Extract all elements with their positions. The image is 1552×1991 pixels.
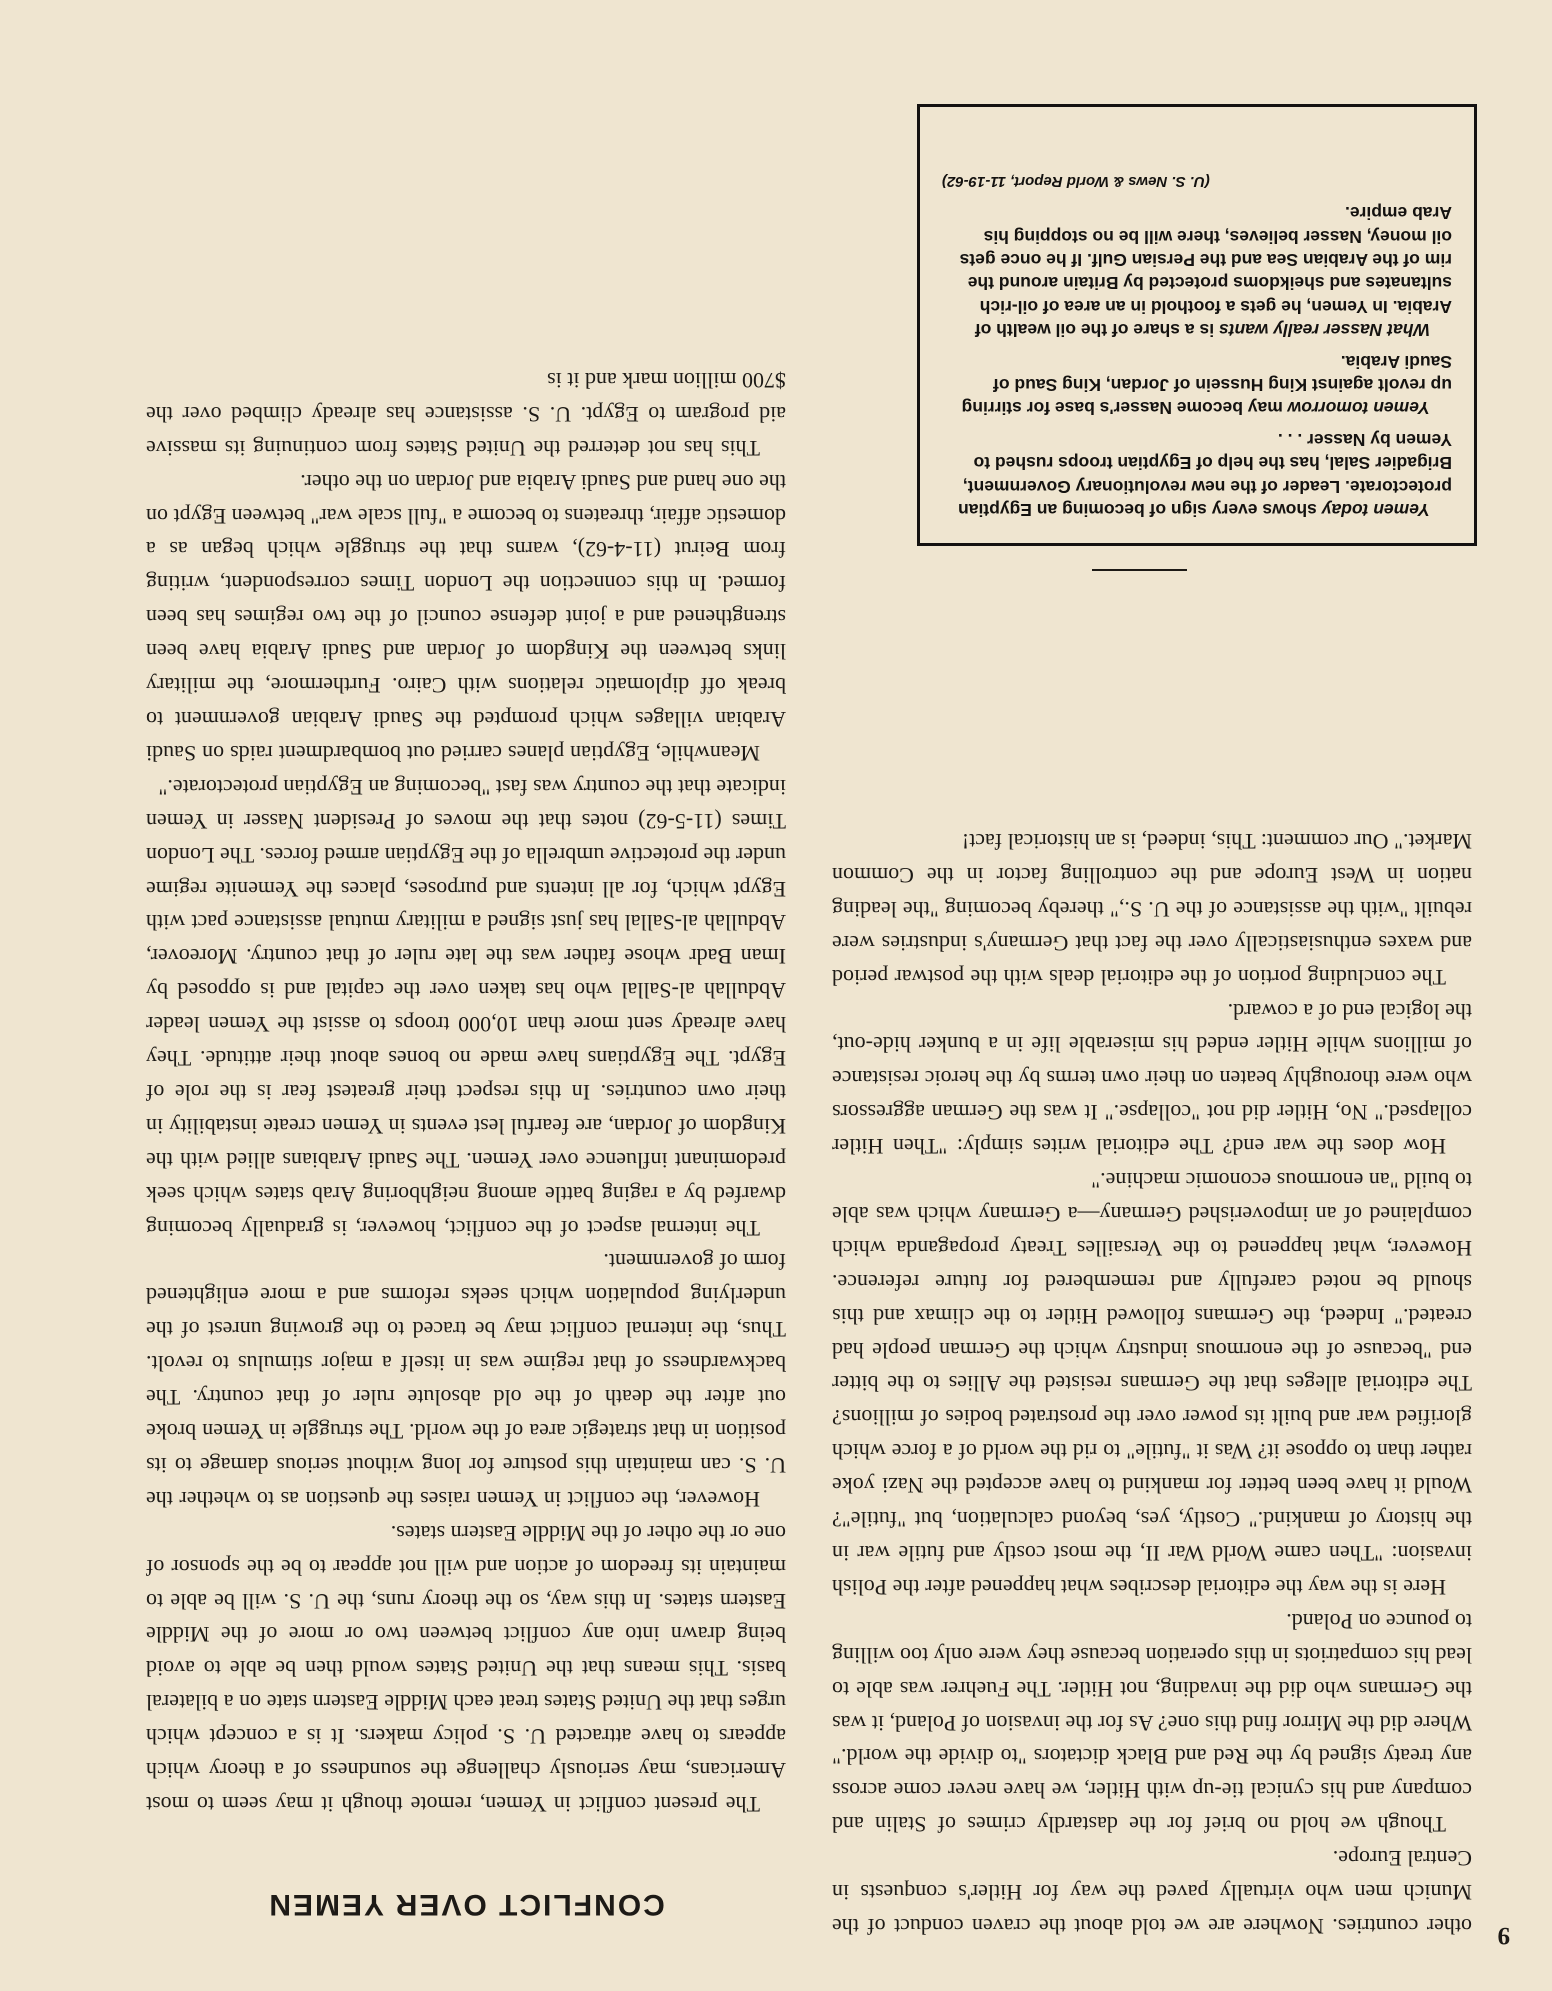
right-column [146,363,786,1821]
article-paragraph: Though we hold no brief for the dastardly crimes of Stalin and company and his cynical tie-up with Hitler, we have never come across any treaty signed by the Red and Black dictators "to divide the world." Where did the Mirror find this one? As for the invasion of Poland, it was the Germans who did the invading, not Hitler. The Fuehrer was able to lead his compatriots in this operation because they were only too willing to pounce on Poland. [832,1608,1472,1838]
article-paragraph: other countries. Nowhere are we told about the craven conduct of the Munich men who virtually paved the way for Hitler's conquests in Central Europe. [832,1846,1472,1939]
article-paragraph: This has not deterred the United States from continuing its massive aid program to Egypt. U. S. assistance has already climbed over the $700 million mark and it is [146,367,786,461]
article-paragraph: The internal aspect of the conflict, however, is gradually becoming dwarfed by a raging battle among neighboring Arab states which seek predominant influence over Yemen. The Saudi Arabians allied with the Kingdom of Jordan, are fearful lest events in Yemen create instability in their own countries. In this respect their greatest fear is the role of Egypt. The Egyptians have made no bones about their attitude. They have already sent more than 10,000 troops to assist the Yemen leader Abdullah al-Sallal who has taken over the capital and is opposed by Iman Badr whose father was the late ruler of that country. Moreover, Abdullah al-Sallal has just signed a military mutual assistance pact with Egypt which, for all intents and purposes, places the Yemenite regime under the protective umbrella of the Egyptian armed forces. The London Times (11-5-62) notes that the moves of President Nasser in Yemen indicate that the country was fast "becoming an Egyptian protectorate." [146,774,786,1241]
quote-paragraph [942,349,1452,419]
quote-box [917,104,1477,546]
section-divider [1092,569,1187,571]
quote-paragraph [942,201,1452,341]
left-column [832,824,1472,1943]
quote-lead: Yemen today [1321,500,1430,520]
quote-lead: What Nasser really wants [1218,320,1430,341]
quote-paragraph [942,427,1452,521]
quote-lead: Yemen tomorrow [1287,398,1430,419]
quote-text: shows every sign of becoming an Egyptian protectorate. Leader of the new revolutionary Government, Brigadier Salal, has the help of Egyptian troops rushed to Yemen by Nasser . . . [958,429,1452,520]
quote-text: may become Nasser's base for stirring up revolt against King Hussein of Jordan, King Saud of Saudi Arabia. [961,351,1452,419]
article-paragraph: Here is the way the editorial describes what happened after the Polish invasion: "Then came World War II, the most costly and futile war in the history of mankind." Costly, yes, beyond calculation, but "futile"? Would it have been better for mankind to have accepted the Nazi yoke rather than to oppose it? Was it "futile" to rid the world of a force which glorified war and built its power over the prostrated bodies of millions? The editorial alleges that the Germans resisted the Allies to the bitter end "because of the enormous industry which the German people had created." Indeed, the Germans followed Hitler to the climax and this should be noted carefully and remembered for future reference. However, what happened to the Versailles Treaty propaganda which complained of an impoverished Germany—a Germany which was able to build "an enormous economic machine." [832,1168,1472,1600]
quote-text: is a share of the oil wealth of Arabia. In Yemen, he gets a foothold in an area of oil-rich sultanates and sheikdoms protected by Britain around the rim of the Arabian Sea and the Persian Gulf. If he once gets oil money, Nasser believes, there will be no stopping his Arab empire. [959,203,1452,341]
article-paragraph: However, the conflict in Yemen raises the question as to whether the U. S. can maintain this posture for long without serious damage to its position in that strategic area of the world. The struggle in Yemen broke out after the death of the old absolute ruler of that country. The backwardness of that regime was in itself a major stimulus to revolt. Thus, the internal conflict may be traced to the growing unrest of the underlying population which seeks reforms and a more enlightened form of government. [146,1249,786,1512]
article-paragraph: The present conflict in Yemen, remote though it may seem to most Americans, may seriously challenge the soundness of a theory which appears to have attracted U. S. policy makers. It is a concept which urges that the United States treat each Middle Eastern state on a bilateral basis. This means that the United States would then be able to avoid being drawn into any conflict between two or more of the Middle Eastern states. In this way, so the theory runs, the U. S. will be able to maintain its freedom of action and will not appear to be the sponsor of one or the other of the Middle Eastern states. [146,1520,786,1817]
page-number: 9 [1497,1922,1510,1949]
article-paragraph: The concluding portion of the editorial deals with the postwar period and waxes enthusiastically over the fact that Germany's industries were rebuilt "with the assistance of the U. S.," thereby becoming "the leading nation in West Europe and the controlling factor in the Common Market." Our comment: This, indeed, is an historical fact! [832,829,1472,990]
quote-source: (U. S. News & World Report, 11-19-62) [942,172,1210,190]
article-paragraph: Meanwhile, Egyptian planes carried out bombardment raids on Saudi Arabian villages which prompted the Saudi Arabian government to break off diplomatic relations with Cairo. Furthermore, the military links between the Kingdom of Jordan and Saudi Arabia have been strengthened and a joint defense council of the two regimes has been formed. In this connection the London Times correspondent, writing from Beirut (11-4-62), warns that the struggle which began as a domestic affair, threatens to become a "full scale war" between Egypt on the one hand and Saudi Arabia and Jordan on the other. [146,469,786,766]
article-headline: CONFLICT OVER YEMEN [267,1888,665,1921]
article-paragraph: How does the war end? The editorial writes simply: "Then Hitler collapsed." No, Hitler did not "collapse." It was the German aggressors who were thoroughly beaten on their own terms by the heroic resistance of millions while Hitler ended his miserable life in a bunker hide-out, the logical end of a coward. [832,998,1472,1160]
